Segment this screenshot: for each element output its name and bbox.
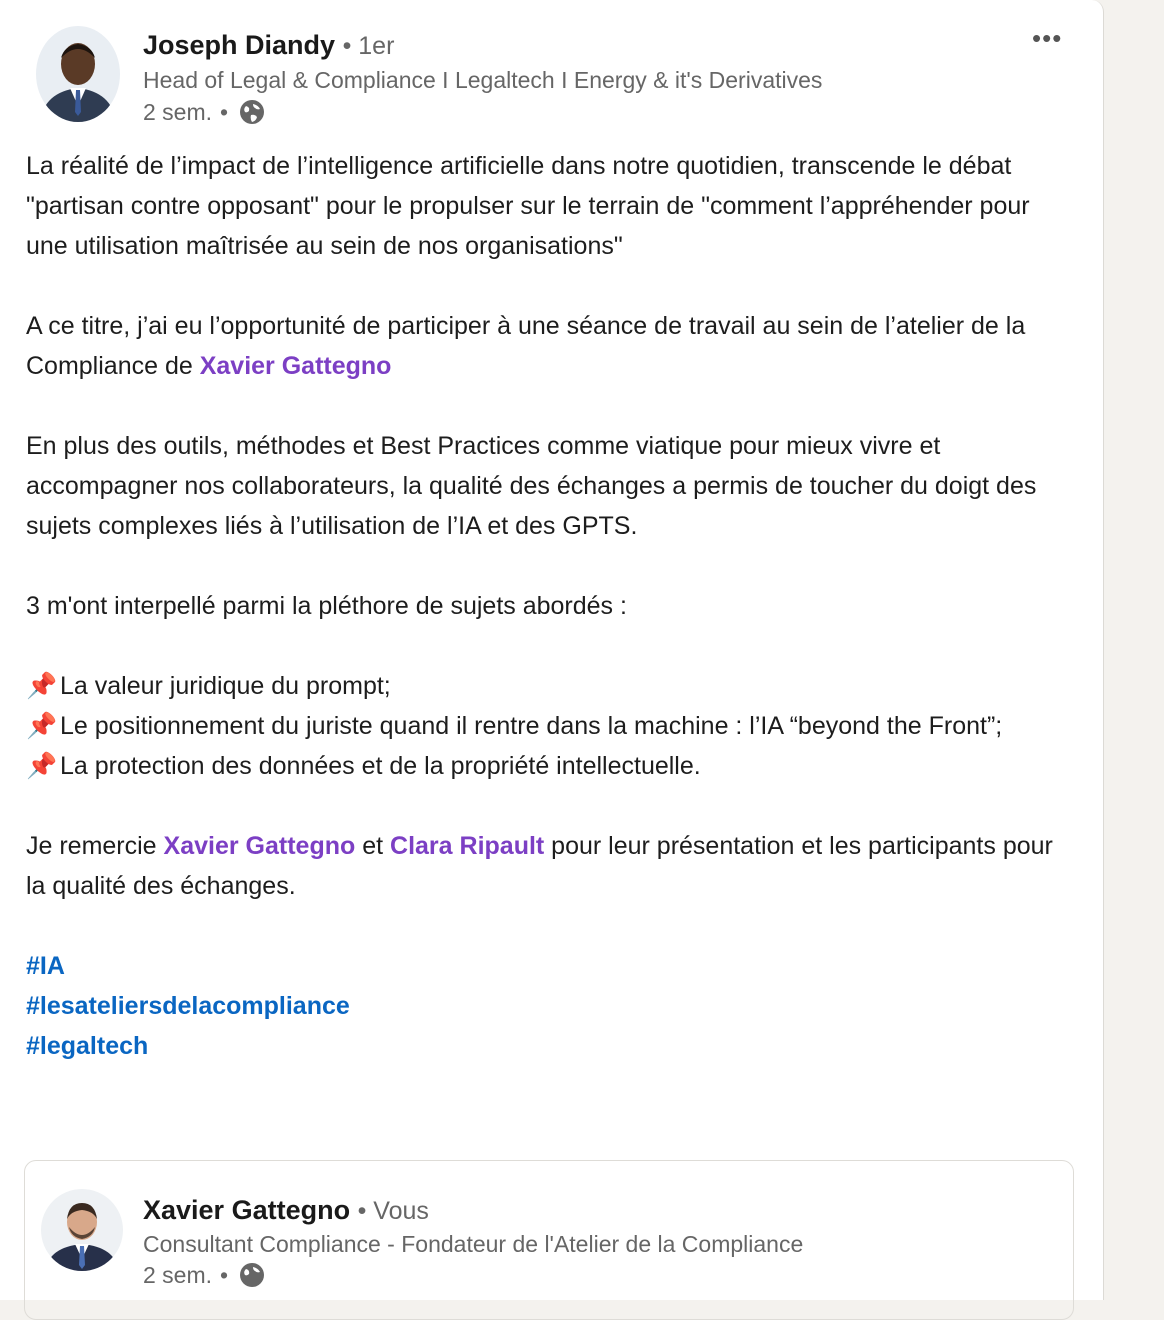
embedded-author-name-text[interactable]: Xavier Gattegno — [143, 1195, 351, 1225]
paragraph-2-text: A ce titre, j’ai eu l’opportunité de participer à une séance de travail au sein de l’atelier de la Compliance de — [26, 312, 1026, 380]
degree-text: 1er — [358, 32, 395, 60]
post-paragraph-1: La réalité de l’impact de l’intelligence artificielle dans notre quotidien, transcende le débat "partisan contre opposant" pour le propulser sur le terrain de "comment l’appréhender pour une utilisation maîtrisée au sein de nos organisations" — [26, 152, 1030, 260]
thanks-text-2: et — [355, 832, 391, 860]
mention-clara-ripault[interactable]: Clara Ripault — [390, 832, 545, 860]
post-meta — [143, 98, 266, 126]
post-body — [26, 146, 1076, 1066]
author-name-text[interactable]: Joseph Diandy — [143, 30, 336, 60]
bullet-text: La protection des données et de la propriété intellectuelle. — [60, 752, 701, 780]
pushpin-icon: 📌 — [26, 712, 58, 740]
embedded-post-time: 2 sem. — [143, 1261, 213, 1288]
bullet-text: La valeur juridique du prompt; — [60, 672, 391, 700]
embedded-meta-separator: • — [220, 1261, 229, 1288]
thanks-text-1: Je remercie — [26, 832, 164, 860]
author-headline: Head of Legal & Compliance I Legaltech I Energy & it's Derivatives — [143, 67, 823, 93]
meta-separator: • — [220, 98, 229, 125]
author-name[interactable] — [143, 30, 394, 61]
degree-separator: • — [342, 32, 352, 60]
embedded-degree — [358, 1197, 429, 1225]
post-paragraph-3: En plus des outils, méthodes et Best Practices comme viatique pour mieux vivre et accompagner nos collaborateurs, la qualité des échanges a permis de toucher du doigt des sujets complexes liés à l’utilisation de l’IA et des GPTS. — [26, 432, 1037, 540]
mention-xavier-gattegno[interactable]: Xavier Gattegno — [199, 352, 392, 380]
globe-icon — [238, 98, 266, 126]
globe-icon — [238, 1261, 266, 1289]
hashtag-lesateliersdelacompliance[interactable]: #lesateliersdelacompliance — [26, 992, 350, 1020]
bullet-text: Le positionnement du juriste quand il rentre dans la machine : l’IA “beyond the Front”; — [60, 712, 1003, 740]
bullet-item-2 — [26, 706, 1076, 746]
hashtag-ia[interactable]: #IA — [26, 952, 65, 980]
bullet-item-1 — [26, 666, 1076, 706]
more-options-icon[interactable]: ••• — [1032, 23, 1063, 53]
embedded-degree-text: Vous — [373, 1197, 429, 1225]
hashtag-legaltech[interactable]: #legaltech — [26, 1032, 149, 1060]
bullet-item-3 — [26, 746, 1076, 786]
pushpin-icon: 📌 — [26, 752, 58, 780]
mention-xavier-gattegno[interactable]: Xavier Gattegno — [163, 832, 356, 860]
embedded-post[interactable] — [24, 1160, 1074, 1320]
author-avatar[interactable] — [36, 26, 120, 122]
post-paragraph-4: 3 m'ont interpellé parmi la pléthore de sujets abordés : — [26, 592, 627, 620]
embedded-degree-separator: • — [357, 1197, 367, 1225]
pushpin-icon: 📌 — [26, 672, 58, 700]
embedded-author-name[interactable] — [143, 1195, 429, 1226]
thanks-text-3: pour leur présentation et les participants pour la qualité des échanges. — [26, 832, 1053, 900]
connection-degree — [343, 32, 395, 60]
embedded-post-meta — [143, 1261, 266, 1289]
embedded-author-avatar[interactable] — [41, 1189, 123, 1271]
embedded-author-headline: Consultant Compliance - Fondateur de l'Atelier de la Compliance — [143, 1231, 804, 1257]
post-header — [36, 23, 1076, 130]
post-paragraph-2 — [26, 306, 1076, 386]
post-time: 2 sem. — [143, 98, 213, 125]
post-paragraph-thanks — [26, 826, 1076, 906]
